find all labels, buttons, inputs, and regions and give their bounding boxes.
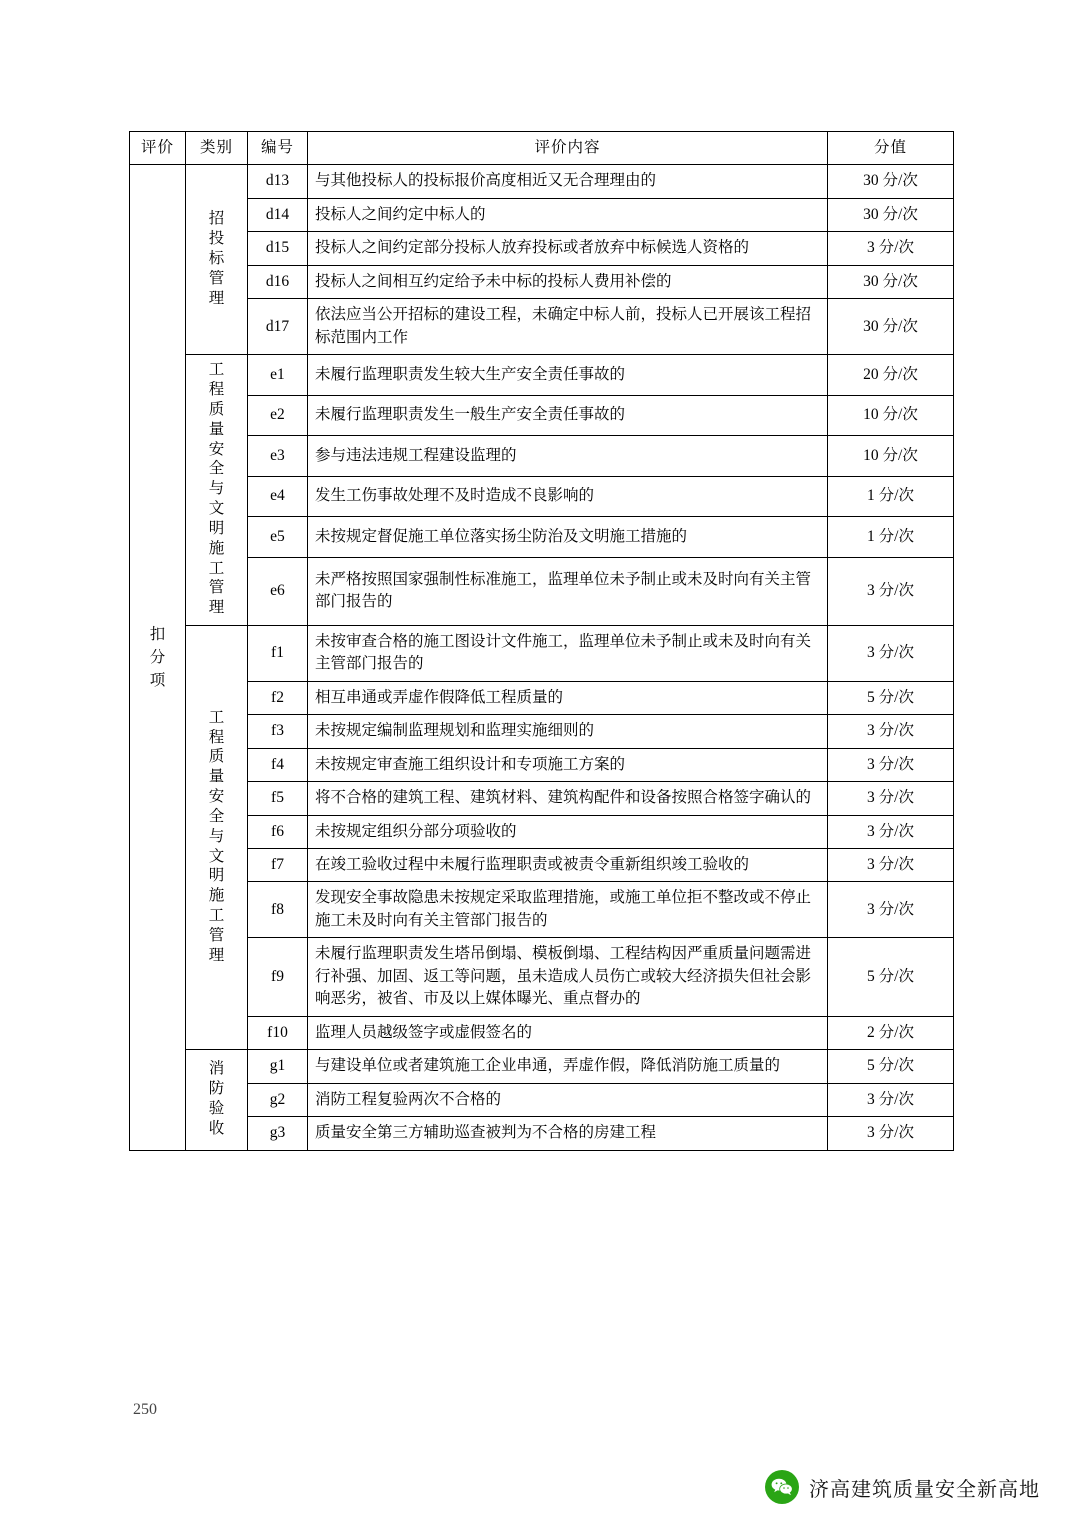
- row-content: 相互串通或弄虚作假降低工程质量的: [308, 681, 828, 714]
- row-code: e2: [248, 395, 308, 436]
- table-row: [130, 748, 954, 781]
- row-code: g1: [248, 1050, 308, 1083]
- page-number: 250: [133, 1401, 157, 1418]
- row-content: 消防工程复验两次不合格的: [308, 1083, 828, 1116]
- row-code: f5: [248, 782, 308, 815]
- row-content: 未按审查合格的施工图设计文件施工，监理单位未予制止或未及时向有关主管部门报告的: [308, 625, 828, 681]
- header-score: 分值: [828, 132, 954, 165]
- row-code: f6: [248, 815, 308, 848]
- evaluation-label: 扣分项: [149, 625, 168, 690]
- row-content: 未履行监理职责发生一般生产安全责任事故的: [308, 395, 828, 436]
- category-cell: [186, 355, 248, 625]
- row-content: 投标人之间相互约定给予未中标的投标人费用补偿的: [308, 265, 828, 298]
- table-row: [130, 848, 954, 881]
- table-row: [130, 782, 954, 815]
- table-row: [130, 938, 954, 1016]
- table-row: [130, 1016, 954, 1049]
- row-score: 3 分/次: [828, 748, 954, 781]
- row-code: e3: [248, 436, 308, 477]
- row-content: 在竣工验收过程中未履行监理职责或被责令重新组织竣工验收的: [308, 848, 828, 881]
- row-content: 未履行监理职责发生较大生产安全责任事故的: [308, 355, 828, 396]
- evaluation-table: [129, 131, 954, 1151]
- table-row: [130, 436, 954, 477]
- row-score: 30 分/次: [828, 265, 954, 298]
- row-score: 5 分/次: [828, 681, 954, 714]
- header-evaluation: 评价: [130, 132, 186, 165]
- row-content: 未按规定审查施工组织设计和专项施工方案的: [308, 748, 828, 781]
- row-code: g2: [248, 1083, 308, 1116]
- row-score: 3 分/次: [828, 625, 954, 681]
- table-row: [130, 165, 954, 198]
- row-content: 未按规定编制监理规划和监理实施细则的: [308, 715, 828, 748]
- row-code: d15: [248, 232, 308, 265]
- row-score: 2 分/次: [828, 1016, 954, 1049]
- table-header: [130, 132, 954, 165]
- table-row: [130, 1050, 954, 1083]
- table-row: [130, 517, 954, 558]
- table-row: [130, 198, 954, 231]
- row-code: d17: [248, 299, 308, 355]
- row-content: 质量安全第三方辅助巡查被判为不合格的房建工程: [308, 1117, 828, 1150]
- row-code: f1: [248, 625, 308, 681]
- row-code: e1: [248, 355, 308, 396]
- row-score: 3 分/次: [828, 1083, 954, 1116]
- table-row: [130, 681, 954, 714]
- row-content: 投标人之间约定部分投标人放弃投标或者放弃中标候选人资格的: [308, 232, 828, 265]
- table-header-row: [130, 132, 954, 165]
- table-row: [130, 625, 954, 681]
- footer-brand-label: 济高建筑质量安全新高地: [809, 1478, 1040, 1501]
- table-row: [130, 476, 954, 517]
- row-content: 监理人员越级签字或虚假签名的: [308, 1016, 828, 1049]
- row-score: 3 分/次: [828, 782, 954, 815]
- table-row: [130, 715, 954, 748]
- row-content: 与建设单位或者建筑施工企业串通，弄虚作假，降低消防施工质量的: [308, 1050, 828, 1083]
- category-cell: [186, 625, 248, 1050]
- table-row: [130, 1117, 954, 1150]
- row-content: 参与违法违规工程建设监理的: [308, 436, 828, 477]
- category-label: 招投标管理: [208, 210, 226, 307]
- row-score: 3 分/次: [828, 232, 954, 265]
- row-code: f2: [248, 681, 308, 714]
- row-score: 5 分/次: [828, 938, 954, 1016]
- table-row: [130, 815, 954, 848]
- row-code: e6: [248, 557, 308, 625]
- row-code: f10: [248, 1016, 308, 1049]
- row-score: 10 分/次: [828, 395, 954, 436]
- row-code: f8: [248, 882, 308, 938]
- row-code: f4: [248, 748, 308, 781]
- row-code: e5: [248, 517, 308, 558]
- table-row: [130, 355, 954, 396]
- category-label: 工程质量安全与文明施工管理: [208, 708, 226, 964]
- row-content: 未按规定组织分部分项验收的: [308, 815, 828, 848]
- row-code: f3: [248, 715, 308, 748]
- header-code: 编号: [248, 132, 308, 165]
- table-row: [130, 265, 954, 298]
- table-row: [130, 557, 954, 625]
- row-score: 3 分/次: [828, 882, 954, 938]
- row-score: 20 分/次: [828, 355, 954, 396]
- row-score: 5 分/次: [828, 1050, 954, 1083]
- table-row: [130, 1083, 954, 1116]
- row-score: 30 分/次: [828, 299, 954, 355]
- category-cell: [186, 165, 248, 355]
- category-label: 消防验收: [208, 1060, 226, 1137]
- table-row: [130, 232, 954, 265]
- row-code: d14: [248, 198, 308, 231]
- table-row: [130, 882, 954, 938]
- row-content: 与其他投标人的投标报价高度相近又无合理理由的: [308, 165, 828, 198]
- row-content: 未严格按照国家强制性标准施工，监理单位未予制止或未及时向有关主管部门报告的: [308, 557, 828, 625]
- row-code: e4: [248, 476, 308, 517]
- category-label: 工程质量安全与文明施工管理: [208, 361, 226, 617]
- row-content: 发现安全事故隐患未按规定采取监理措施，或施工单位拒不整改或不停止施工未及时向有关主管部门报告的: [308, 882, 828, 938]
- row-score: 10 分/次: [828, 436, 954, 477]
- category-cell: [186, 1050, 248, 1150]
- row-code: d13: [248, 165, 308, 198]
- header-content: 评价内容: [308, 132, 828, 165]
- row-code: f7: [248, 848, 308, 881]
- row-content: 未履行监理职责发生塔吊倒塌、模板倒塌、工程结构因严重质量问题需进行补强、加固、返工等问题，虽未造成人员伤亡或较大经济损失但社会影响恶劣，被省、市及以上媒体曝光、重点督办的: [308, 938, 828, 1016]
- row-code: f9: [248, 938, 308, 1016]
- row-score: 3 分/次: [828, 715, 954, 748]
- table-row: [130, 395, 954, 436]
- row-score: 3 分/次: [828, 848, 954, 881]
- row-code: g3: [248, 1117, 308, 1150]
- row-content: 发生工伤事故处理不及时造成不良影响的: [308, 476, 828, 517]
- row-score: 30 分/次: [828, 198, 954, 231]
- row-score: 1 分/次: [828, 517, 954, 558]
- row-score: 3 分/次: [828, 815, 954, 848]
- footer-brand: [765, 1470, 1040, 1504]
- wechat-icon: [765, 1470, 799, 1504]
- row-content: 依法应当公开招标的建设工程，未确定中标人前，投标人已开展该工程招标范围内工作: [308, 299, 828, 355]
- row-content: 将不合格的建筑工程、建筑材料、建筑构配件和设备按照合格签字确认的: [308, 782, 828, 815]
- table-row: [130, 299, 954, 355]
- table-body: [130, 165, 954, 1150]
- evaluation-label-cell: [130, 165, 186, 1150]
- row-content: 投标人之间约定中标人的: [308, 198, 828, 231]
- row-score: 3 分/次: [828, 557, 954, 625]
- row-code: d16: [248, 265, 308, 298]
- header-category: 类别: [186, 132, 248, 165]
- row-score: 1 分/次: [828, 476, 954, 517]
- row-score: 30 分/次: [828, 165, 954, 198]
- row-content: 未按规定督促施工单位落实扬尘防治及文明施工措施的: [308, 517, 828, 558]
- row-score: 3 分/次: [828, 1117, 954, 1150]
